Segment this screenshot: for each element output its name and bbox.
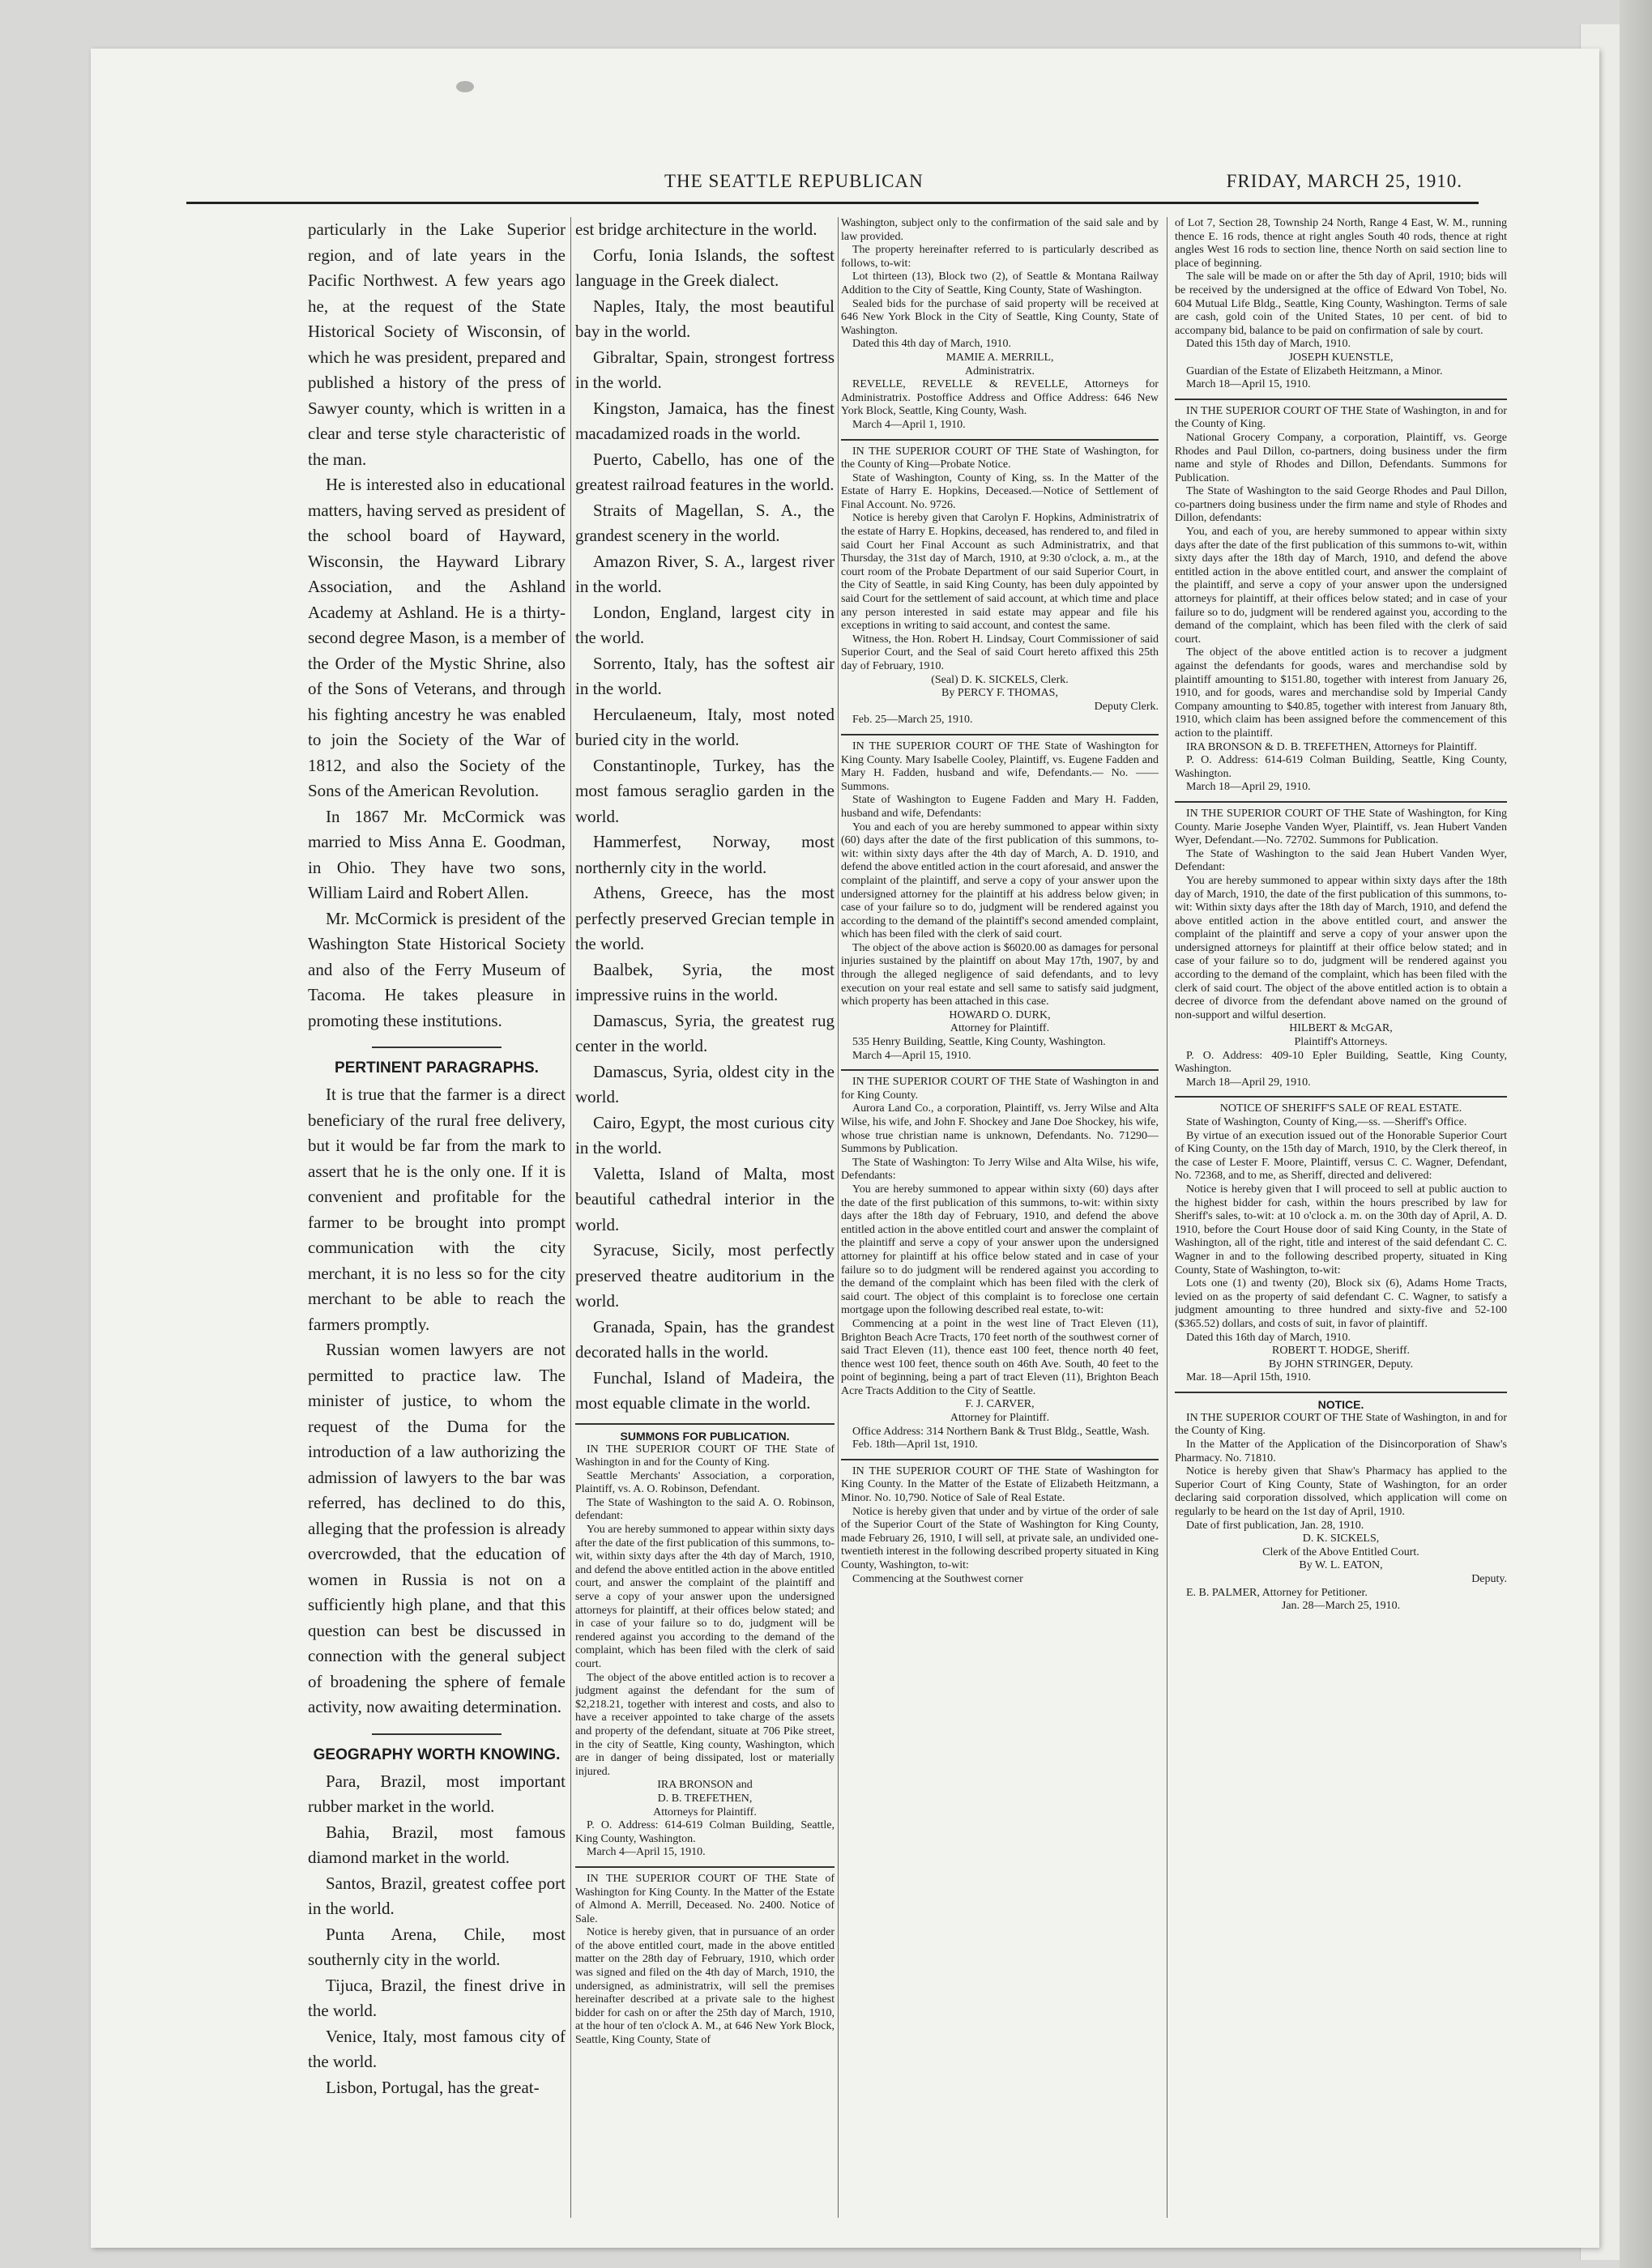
notice-heading: NOTICE OF SHERIFF'S SALE OF REAL ESTATE. (1219, 1102, 1462, 1115)
article-paragraph: Russian women lawyers are not permitted to practice law. The minister of justice, to whom the request of the Duma for the introduction of a law authorizing the admission of lawyers to the bar was referred, has declined to do this, alleging that the profession is already overcrowded, that the education of women in Russia is not on a sufficiently high plane, and that this question can best be discussed in connection with the general subject of broadening the sphere of female activity, now awaiting determination. (308, 1340, 566, 1716)
attorney: REVELLE, REVELLE & REVELLE, Attorneys for Administratrix. Postoffice Address and Office Address: 646 New York Block, Seattle, King County, Wash. (841, 378, 1159, 418)
geo-item: Athens, Greece, has the most perfectly preserved Grecian temple in the world. (575, 883, 835, 953)
legal-text: The object of the above entitled action is to recover a judgment against the defendants for goods, wares and merchandise sold by plaintiff amounting to $151.80, together with interest from January 26, 1910, and for goods, wares and merchandise sold by Imperial Candy Company amounting to $40.85, together with interest from January 8th, 1910, which claim has been assigned before the commencement of this action to the plaintiff. (1175, 646, 1507, 740)
section-heading: PERTINENT PARAGRAPHS. (335, 1059, 539, 1076)
legal-text: The State of Washington to the said George Rhodes and Paul Dillon, co-partners doing business under the firm name and style of Rhodes and Dillon, defendants: (1175, 485, 1507, 525)
notice-heading: NOTICE. (1317, 1397, 1364, 1411)
address: Office Address: 314 Northern Bank & Trust Bldg., Seattle, Wash. (852, 1425, 1150, 1438)
notice-rule (841, 439, 1159, 441)
legal-text: The State of Washington to the said Jean Hubert Vanden Wyer, Defendant: (1175, 847, 1507, 874)
geo-item: est bridge architecture in the world. (575, 220, 817, 239)
legal-text: Dated this 15th day of March, 1910. (1186, 338, 1351, 351)
legal-text: Notice is hereby given that under and by virtue of the order of sale of the Superior Court of the State of Washington for King County, made February 26, 1910, I will sell, at private sale, an undivided one-twentieth interest in the following described property situated in King County, Washington, to-wit: (841, 1505, 1159, 1571)
legal-text: Seattle Merchants' Association, a corporation, Plaintiff, vs. A. O. Robinson, Defendant. (575, 1469, 835, 1496)
legal-text: Lots one (1) and twenty (20), Block six (6), Adams Home Tracts, levied on as the property of said defendant C. C. Wagner, to satisfy a judgment amounting to three hundred and sixty-five and 52-100 ($365.52) dollars, and costs of suit, in favor of plaintiff. (1175, 1277, 1507, 1330)
geo-item: Para, Brazil, most important rubber market in the world. (308, 1771, 566, 1816)
signature: Deputy. (1471, 1573, 1507, 1585)
notice-rule (575, 1866, 835, 1868)
legal-text: Date of first publication, Jan. 28, 1910. (1186, 1519, 1364, 1532)
geo-item: Syracuse, Sicily, most perfectly preserved theatre auditorium in the world. (575, 1240, 835, 1311)
legal-text: Dated this 16th day of March, 1910. (1186, 1331, 1351, 1344)
publication-dates: Jan. 28—March 25, 1910. (1281, 1600, 1401, 1613)
section-heading: GEOGRAPHY WORTH KNOWING. (313, 1746, 561, 1763)
address: P. O. Address: 614-619 Colman Building, Seattle, King County, Washington. (1175, 754, 1507, 780)
publication-dates: March 18—April 29, 1910. (1186, 781, 1311, 794)
legal-text: State of Washington, County of King,—ss. —Sheriff's Office. (1186, 1116, 1467, 1128)
legal-text: Witness, the Hon. Robert H. Lindsay, Court Commissioner of said Superior Court, and the Seal of said Court hereto affixed this 25th day of February, 1910. (841, 633, 1159, 672)
running-head (186, 166, 1479, 204)
geo-item: Herculaeneum, Italy, most noted buried city in the world. (575, 704, 835, 749)
legal-text: IN THE SUPERIOR COURT OF THE State of Washington, in and for the County of King. (1175, 1411, 1507, 1438)
geo-item: Funchal, Island of Madeira, the most equable climate in the world. (575, 1367, 835, 1413)
notice-rule (841, 734, 1159, 735)
notice-rule (1175, 1096, 1507, 1098)
publication-dates: March 18—April 29, 1910. (1186, 1076, 1311, 1089)
legal-text: Lot thirteen (13), Block two (2), of Seattle & Montana Railway Addition to the City of Seattle, King County, State of Washington. (841, 271, 1159, 296)
legal-text: Sealed bids for the purchase of said property will be received at 646 New York Block in the City of Seattle, King County, State of Washington. (841, 297, 1159, 337)
geo-item: Granada, Spain, has the grandest decorated halls in the world. (575, 1316, 835, 1362)
legal-text: IN THE SUPERIOR COURT OF THE State of Washington, in and for the County of King. (1175, 404, 1507, 431)
geo-item: Santos, Brazil, greatest coffee port in the world. (308, 1873, 566, 1918)
signature: Attorney for Plaintiff. (950, 1022, 1050, 1035)
legal-text: State of Washington, County of King, ss. In the Matter of the Estate of Harry E. Hopkins, Deceased.—Notice of Settlement of Final Account. No. 9726. (841, 471, 1159, 511)
notice-rule (1175, 399, 1507, 400)
legal-text: You and each of you are hereby summoned to appear within sixty (60) days after the date of the first publication of this summons, to-wit: within sixty days after the 4th day of March, A. D. 1910, and defend the above entitled action in the court aforesaid, and answer the complaint of the plaintiff, and serve a copy of your answer upon the undersigned attorney for the plaintiff at his address below given; in case of your failure so to do, judgment will be rendered against you according to the demand of the plaintiff's second amended complaint, which has been filed with the clerk of said court. (841, 821, 1159, 941)
publication-dates: March 4—April 15, 1910. (587, 1846, 706, 1859)
column-4 (1175, 217, 1507, 1614)
article-paragraph: In 1867 Mr. McCormick was married to Miss Anna E. Goodman, in Ohio. They have two sons, William Laird and Robert Allen. (308, 806, 566, 902)
geo-item: Kingston, Jamaica, has the finest macadamized roads in the world. (575, 398, 835, 443)
column-2 (575, 217, 835, 2048)
geo-item: Corfu, Ionia Islands, the softest language in the Greek dialect. (575, 245, 835, 290)
article-paragraph: Mr. McCormick is president of the Washington State Historical Society and also of the Ferry Museum of Tacoma. He takes pleasure in promoting these institutions. (308, 908, 566, 1030)
address: P. O. Address: 614-619 Colman Building, Seattle, King County, Washington. (575, 1819, 835, 1845)
legal-text: The State of Washington to the said A. O. Robinson, defendant: (575, 1496, 835, 1523)
notice-heading: SUMMONS FOR PUBLICATION. (620, 1429, 790, 1443)
signature: D. B. TREFETHEN, (657, 1792, 753, 1805)
article-paragraph: It is true that the farmer is a direct beneficiary of the rural free delivery, but it would be far from the mark to assert that he is the only one. If it is convenient and profitable for the farmer to be brought into prompt communication with the city merchant, it is no less so for the city merchant to be able to reach the farmers promptly. (308, 1085, 566, 1334)
publication-dates: Feb. 18th—April 1st, 1910. (852, 1439, 978, 1452)
legal-text: National Grocery Company, a corporation, Plaintiff, vs. George Rhodes and Paul Dillon, co-partners, doing business under the firm name and style of Rhodes and Dillon, Defendants. Summons for Publication. (1175, 431, 1507, 484)
notice-rule (841, 1069, 1159, 1071)
geo-item: Venice, Italy, most famous city of the world. (308, 2026, 566, 2071)
legal-text: IN THE SUPERIOR COURT OF THE State of Washington in and for the County of King. (575, 1443, 835, 1469)
notice-rule (575, 1423, 835, 1425)
legal-text: By virtue of an execution issued out of the Honorable Superior Court of King County, on the 15th day of March, 1910, by the Clerk thereof, in the case of Lester F. Moore, Plaintiff, versus C. C. Wagner, Defendant, No. 72368, and to me, as Sheriff, directed and delivered: (1175, 1129, 1507, 1183)
legal-text: IN THE SUPERIOR COURT OF THE State of Washington for King County. Mary Isabelle Cooley, Plaintiff, vs. Eugene Fadden and Mary H. Fadden, husband and wife, Defendants.— No. —— Summons. (841, 740, 1159, 793)
geo-item: Lisbon, Portugal, has the great- (326, 2077, 540, 2097)
issue-date: FRIDAY, MARCH 25, 1910. (1226, 171, 1462, 191)
legal-text: The State of Washington: To Jerry Wilse and Alta Wilse, his wife, Defendants: (841, 1156, 1159, 1183)
signature: Clerk of the Above Entitled Court. (1262, 1545, 1419, 1558)
legal-text: of Lot 7, Section 28, Township 24 North, Range 4 East, W. M., running thence E. 16 rods, thence at right angles South 40 rods, thence at right angles West 16 rods to section line, thence North on said section line to place of beginning. (1175, 217, 1507, 270)
column-1 (308, 217, 566, 2100)
legal-text: Dated this 4th day of March, 1910. (852, 338, 1011, 351)
article-paragraph: particularly in the Lake Superior region, and of late years in the Pacific Northwest. A few years ago he, at the request of the State Historical Society of Wisconsin, of which he was president, prepared and published a history of the press of Sawyer county, which is written in a clear and terse style characteristic of the man. (308, 220, 566, 469)
geo-item: Bahia, Brazil, most famous diamond market in the world. (308, 1822, 566, 1867)
signature: By W. L. EATON, (1299, 1559, 1383, 1572)
attorney: E. B. PALMER, Attorney for Petitioner. (1186, 1586, 1368, 1599)
column-3 (841, 217, 1159, 1586)
signature: Guardian of the Estate of Elizabeth Heitzmann, a Minor. (1186, 364, 1443, 377)
article-paragraph: He is interested also in educational matters, having served as president of the school board of Hayward, Wisconsin, the Hayward Library Association, and the Ashland Academy at Ashland. He is a thirty-second degree Mason, is a member of the Order of the Mystic Shrine, also of the Sons of Veterans, and through his fighting ancestry he was enabled to join the Society of the War of 1812, and also the Society of the Sons of the American Revolution. (308, 475, 566, 800)
signature: D. K. SICKELS, (1302, 1533, 1380, 1545)
publication-dates: March 4—April 1, 1910. (852, 418, 966, 431)
legal-text: IN THE SUPERIOR COURT OF THE State of Washington, for the County of King—Probate Notice. (841, 445, 1159, 471)
geo-item: Sorrento, Italy, has the softest air in the world. (575, 653, 835, 698)
signature: F. J. CARVER, (965, 1398, 1035, 1411)
column-rule (838, 217, 839, 2218)
geo-item: Straits of Magellan, S. A., the grandest scenery in the world. (575, 500, 835, 545)
geo-item: Damascus, Syria, the greatest rug center in the world. (575, 1010, 835, 1055)
signature: (Seal) D. K. SICKELS, Clerk. (931, 673, 1069, 686)
geo-item: Amazon River, S. A., largest river in the world. (575, 551, 835, 596)
signature: Attorney for Plaintiff. (950, 1412, 1050, 1425)
legal-text: Notice is hereby given that Shaw's Pharmacy has applied to the Superior Court of King County, State of Washington, for an order declaring said corporation dissolved, which application will come on regularly to be heard on the 1st day of April, 1910. (1175, 1465, 1507, 1519)
geo-item: Damascus, Syria, oldest city in the world. (575, 1061, 835, 1106)
signature: ROBERT T. HODGE, Sheriff. (1271, 1345, 1410, 1358)
section-rule (372, 1733, 502, 1735)
legal-text: You are hereby summoned to appear within sixty days after the date of the first publication of this summons, to-wit, within sixty days after the 4th day of March, 1910, and defend the above entitled action in the above entitled court, and answer the complaint of the plaintiff and serve a copy of your answer upon the undersigned attorneys for plaintiff, at their offices below stated; and in case of your failure so to do, judgment will be rendered against you according to the demand of the complaint, which has been filed with the clerk of said court. (575, 1524, 835, 1670)
legal-text: Commencing at a point in the west line of Tract Eleven (11), Brighton Beach Acre Tracts, 170 feet north of the southwest corner of said Tract Eleven (11), thence east 100 feet, thence north 40 feet, thence west 100 feet, thence south on 46th Ave. South, 40 feet to the point of beginning, being a part of tract Eleven (11), Brighton Beach Acre Tracts Addition to the City of Seattle. (841, 1317, 1159, 1397)
legal-text: Notice is hereby given that I will proceed to sell at public auction to the highest bidder for cash, within the hours prescribed by law for Sheriff's sales, to-wit: at 10 o'clock a. m. on the 30th day of April, A. D. 1910, before the Court House door of said King County, in the State of Washington, all of the right, title and interest of the said defendant C. C. Wagner in and to the following described property, situated in King County, State of Washington, to-wit: (1175, 1183, 1507, 1277)
legal-text: IN THE SUPERIOR COURT OF THE State of Washington for King County. In the Matter of the Estate of Elizabeth Heitzmann, a Minor. No. 10,790. Notice of Sale of Real Estate. (841, 1464, 1159, 1505)
notice-rule (1175, 801, 1507, 803)
legal-text: The object of the above action is $6020.00 as damages for personal injuries sustained by the plaintiff on about May 17th, 1907, by and through the alleged negligence of said defendants, and to levy execution on your real estate and sell same to satisfy said judgment, which property has been attached in this case. (841, 941, 1159, 1008)
signature: Plaintiff's Attorneys. (1294, 1036, 1388, 1049)
legal-text: You are hereby summoned to appear within sixty days after the 18th day of March, 1910, the date of the first publication of this summons, to-wit: Within sixty days after the 18th day of March, 1910, and defend the above entitled action in the above entitled court, and answer the complaint of the plaintiff and serve a copy of your answer upon the undersigned attorneys for plaintiff at their office below stated; and in case of your failure so to do, judgment will be rendered against you according to the demand of the complaint, which has been filed with the clerk of said court. The object of the above entitled action is to obtain a decree of divorce from the defendant above named on the ground of non-support and wilful desertion. (1175, 874, 1507, 1021)
address: 535 Henry Building, Seattle, King County, Washington. (852, 1036, 1106, 1049)
legal-text: You are hereby summoned to appear within sixty (60) days after the date of the first publication of this summons, to-wit: within sixty days after the 18th day of February, 1910, and defend the above entitled action in the above entitled court and answer the complaint of the plaintiff and serve a copy of your answer upon the undersigned attorney for plaintiff at his office below stated and in case of your failure so to do judgment will be rendered against you according to the demand of the complaint which has been filed with the clerk of said court. The object of this complaint is to foreclose one certain mortgage upon the following described real estate, to-wit: (841, 1183, 1159, 1317)
geo-item: Tijuca, Brazil, the finest drive in the world. (308, 1975, 566, 2020)
publication-dates: Mar. 18—April 15th, 1910. (1186, 1371, 1311, 1384)
legal-text: Notice is hereby given that Carolyn F. Hopkins, Administratrix of the estate of Harry E. Hopkins, deceased, has rendered to, and filed in said Court her Final Account as such Administratrix, and that Thursday, the 31st day of March, 1910, at 9:30 o'clock, a. m., at the court room of the Probate Department of our said Superior Court, in the City of Seattle, in said King County, has been duly appointed by said Court for the settlement of said account, at which time and place any person interested in said estate may appear and file his exceptions in writing to said account, and contest the same. (841, 512, 1159, 633)
signature: HOWARD O. DURK, (949, 1008, 1051, 1021)
column-rule (570, 217, 571, 2218)
legal-text: The property hereinafter referred to is particularly described as follows, to-wit: (841, 244, 1159, 270)
legal-text: The object of the above entitled action is to recover a judgment against the defendant for the sum of $2,218.21, together with interest and costs, and also to have a receiver appointed to take charge of the assets and property of the defendant, situate at 706 Pike street, in the city of Seattle, King county, Washington, which are in danger of being dissipated, lost or materially injured. (575, 1671, 835, 1778)
legal-text: IN THE SUPERIOR COURT OF THE State of Washington, for King County. Marie Josephe Vanden Wyer, Plaintiff, vs. Jean Hubert Vanden Wyer, Defendant.—No. 72702. Summons for Publication. (1175, 807, 1507, 847)
geo-item: Baalbek, Syria, the most impressive ruins in the world. (575, 959, 835, 1004)
newspaper-title: THE SEATTLE REPUBLICAN (664, 171, 924, 191)
address: P. O. Address: 409-10 Epler Building, Seattle, King County, Washington. (1175, 1049, 1507, 1076)
geo-item: Punta Arena, Chile, most southernly city in the world. (308, 1924, 566, 1969)
legal-text: Washington, subject only to the confirmation of the said sale and by law provided. (841, 217, 1159, 243)
legal-text: The sale will be made on or after the 5th day of April, 1910; bids will be received by the undersigned at the office of Edward Von Tobel, No. 604 Mutual Life Bldg., Seattle, King County, Washington. Terms of sale are cash, gold coin of the United States, 10 per cent. of bid to accompany bid, balance to be paid on confirmation of sale by court. (1175, 271, 1507, 337)
legal-text: IN THE SUPERIOR COURT OF THE State of Washington for King County. In the Matter of the Estate of Almond A. Merrill, Deceased. No. 2400. Notice of Sale. (575, 1872, 835, 1925)
geo-item: Puerto, Cabello, has one of the greatest railroad features in the world. (575, 449, 835, 494)
geo-item: Cairo, Egypt, the most curious city in the world. (575, 1112, 835, 1157)
signature: By PERCY F. THOMAS, (941, 687, 1058, 700)
legal-text: Aurora Land Co., a corporation, Plaintiff, vs. Jerry Wilse and Alta Wilse, his wife, and John F. Shockey and Jane Doe Shockey, his wife, whose true christian name is unknown, Defendants. No. 71290—Summons by Publication. (841, 1102, 1159, 1156)
legal-text: In the Matter of the Application of the Disincorporation of Shaw's Pharmacy. No. 71810. (1175, 1439, 1507, 1464)
geo-item: Valetta, Island of Malta, most beautiful cathedral interior in the world. (575, 1163, 835, 1234)
legal-text: You, and each of you, are hereby summoned to appear within sixty days after the date of the first publication of this summons to-wit, within sixty days after the 18th day of March, 1910, and defend the above entitled action in the above entitled court, and answer the complaint of the plaintiff, and serve a copy of your answer upon the undersigned attorneys for plaintiff, at their offices below stated; and in case of your failure so to do, judgment will be rendered against you, according to the demand of the complaint, which has been filed with the clerk of said court. (1175, 526, 1507, 646)
geo-item: Gibraltar, Spain, strongest fortress in the world. (575, 347, 835, 392)
geo-item: London, England, largest city in the world. (575, 602, 835, 647)
publication-dates: March 18—April 15, 1910. (1186, 378, 1311, 391)
signature: Administratrix. (965, 364, 1035, 377)
geo-item: Naples, Italy, the most beautiful bay in the world. (575, 296, 835, 341)
geo-item: Hammerfest, Norway, most northernly city in the world. (575, 832, 835, 877)
signature: HILBERT & McGAR, (1289, 1022, 1393, 1035)
signature: IRA BRONSON and (657, 1779, 753, 1792)
section-rule (372, 1047, 502, 1048)
signature: MAMIE A. MERRILL, (946, 351, 1054, 364)
signature: By JOHN STRINGER, Deputy. (1268, 1358, 1414, 1371)
publication-dates: Feb. 25—March 25, 1910. (852, 714, 973, 727)
legal-text: State of Washington to Eugene Fadden and Mary H. Fadden, husband and wife, Defendants: (841, 794, 1159, 820)
legal-text: Notice is hereby given, that in pursuance of an order of the above entitled court, made in the above entitled matter on the 28th day of February, 1910, which order was signed and filed on the 4th day of March, 1910, the undersigned, as administratrix, will sell the premises hereinafter described at a private sale to the highest bidder for cash on or after the 25th day of March, 1910, at the hour of ten o'clock A. M., at 646 New York Block, Seattle, King County, State of (575, 1926, 835, 2047)
signature: JOSEPH KUENSTLE, (1288, 351, 1394, 364)
signature: IRA BRONSON & D. B. TREFETHEN, Attorneys for Plaintiff. (1186, 740, 1477, 753)
scanner-background (1620, 0, 1652, 2268)
notice-rule (841, 1459, 1159, 1460)
signature: Deputy Clerk. (1094, 700, 1159, 713)
signature: Attorneys for Plaintiff. (653, 1805, 757, 1818)
legal-text: IN THE SUPERIOR COURT OF THE State of Washington in and for King County. (841, 1076, 1159, 1102)
legal-text: Commencing at the Southwest corner (852, 1572, 1023, 1585)
notice-rule (1175, 1392, 1507, 1393)
publication-dates: March 4—April 15, 1910. (852, 1049, 971, 1062)
geo-item: Constantinople, Turkey, has the most famous seraglio garden in the world. (575, 755, 835, 826)
page-blemish (456, 81, 474, 92)
